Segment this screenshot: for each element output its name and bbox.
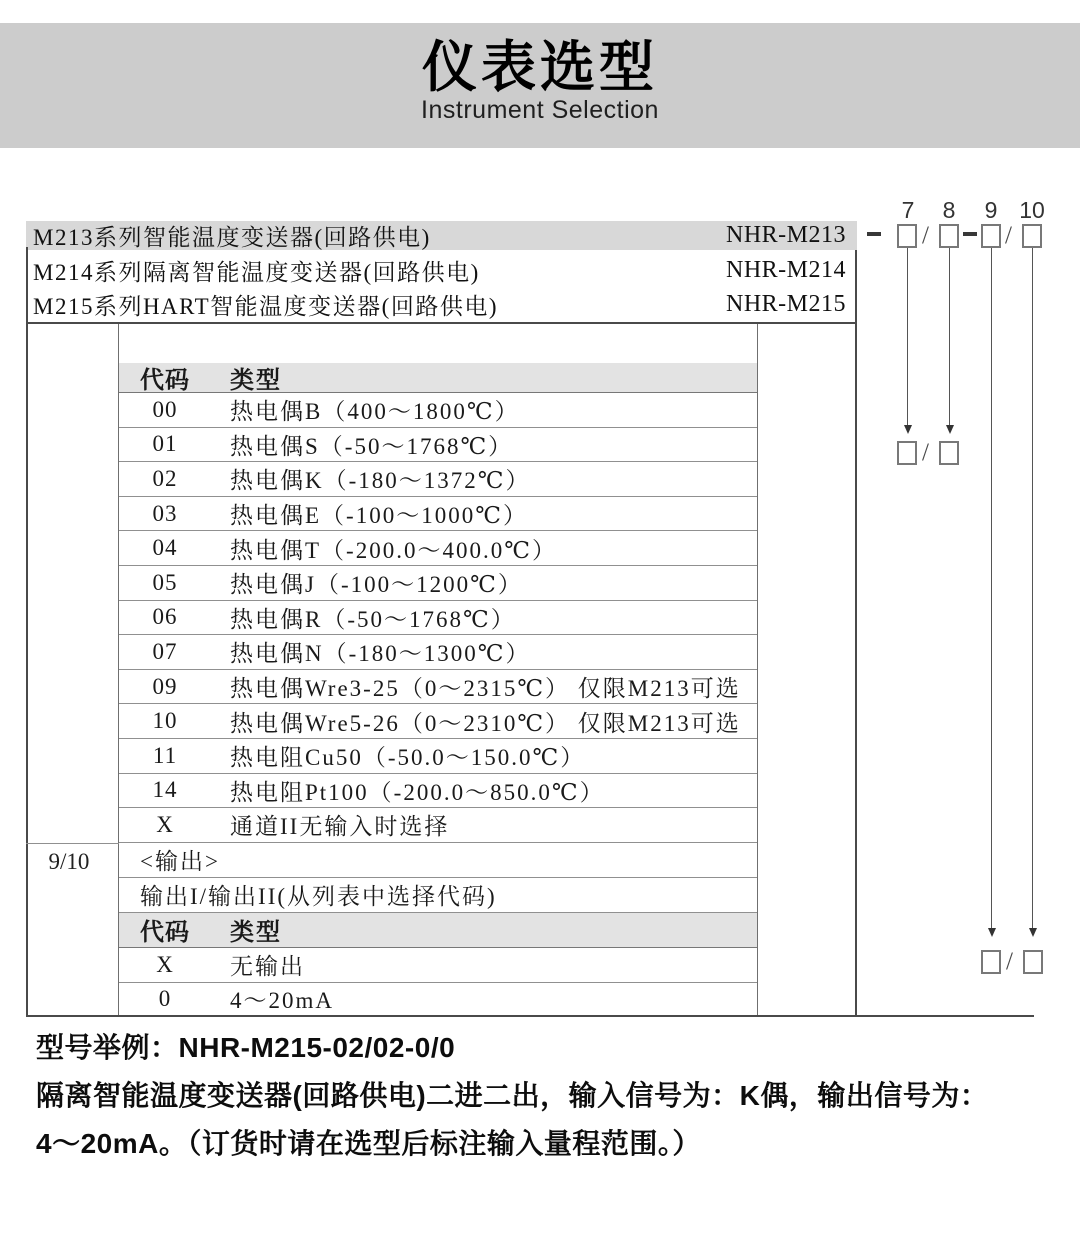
code-cell: 11	[152, 742, 178, 768]
slash-separator: /	[922, 222, 929, 249]
series-name: M213系列智能温度变送器(回路供电)	[33, 225, 431, 250]
table-row	[119, 531, 757, 566]
slash-separator: /	[1006, 948, 1013, 975]
code-cell: 14	[152, 777, 178, 803]
position-number-8: 8	[942, 197, 956, 223]
table-bottom-border	[26, 1015, 1034, 1017]
table-row	[119, 670, 757, 705]
input-table-header	[119, 363, 757, 393]
table-row	[119, 428, 757, 463]
slash-separator: /	[922, 439, 929, 466]
table-row	[119, 635, 757, 670]
arrow-head-7	[904, 425, 912, 434]
type-header-cell: 类型	[230, 920, 282, 947]
table-row	[119, 808, 757, 843]
position-number-7: 7	[901, 197, 915, 223]
page-subtitle: Instrument Selection	[421, 96, 659, 124]
position-number-9: 9	[984, 197, 998, 223]
type-cell: 热电偶S（-50～1768℃）	[230, 433, 514, 459]
type-cell: 热电偶Wre3-25（0～2315℃） 仅限M213可选	[230, 676, 741, 702]
type-cell: 热电偶K（-180～1372℃）	[230, 468, 531, 494]
code-cell: 01	[152, 431, 178, 457]
type-cell: 热电偶T（-200.0～400.0℃）	[230, 537, 557, 563]
arrow-head-8	[946, 425, 954, 434]
type-cell: 4～20mA	[230, 988, 334, 1014]
table-row	[119, 462, 757, 497]
type-cell: 热电阻Pt100（-200.0～850.0℃）	[230, 779, 605, 805]
dash-separator	[963, 232, 977, 236]
code-box-7	[897, 224, 917, 248]
table-left-border	[26, 247, 28, 1015]
input-rows	[119, 393, 757, 843]
series-row-m213	[26, 221, 857, 250]
arrow-line-9	[991, 248, 992, 929]
series-model: NHR-M213	[725, 222, 846, 248]
input-code-box-8	[939, 441, 959, 465]
arrow-head-10	[1029, 928, 1037, 937]
position-number-10: 10	[1019, 197, 1045, 223]
code-cell: 04	[152, 535, 178, 561]
code-box-10	[1022, 224, 1042, 248]
series-row-m215	[26, 286, 857, 322]
series-name: M215系列HART智能温度变送器(回路供电)	[33, 293, 498, 319]
output-code-box-9	[981, 950, 1001, 974]
series-row-m214	[26, 252, 857, 288]
code-cell: 0	[158, 985, 172, 1011]
code-cell: X	[156, 951, 174, 977]
slash-separator: /	[1005, 222, 1012, 249]
code-cell: 02	[152, 465, 178, 491]
table-row	[119, 601, 757, 636]
arrow-head-9	[988, 928, 996, 937]
output-section-title: <输出>	[119, 843, 757, 878]
code-cell: X	[156, 811, 174, 837]
code-cell: 06	[152, 604, 178, 630]
output-rows	[119, 948, 757, 1015]
table-row	[119, 497, 757, 532]
series-model: NHR-M214	[725, 256, 846, 283]
position-label-9-10: 9/10	[48, 849, 90, 874]
table-row	[119, 983, 757, 1015]
table-top-border	[26, 322, 857, 324]
arrow-line-10	[1032, 248, 1033, 929]
table-row	[119, 566, 757, 601]
code-cell: 00	[152, 396, 178, 422]
series-model: NHR-M215	[725, 290, 846, 317]
inner-table-right-divider	[757, 324, 758, 1015]
code-cell: 10	[152, 708, 178, 734]
title-band	[0, 23, 1080, 148]
example-description-line: 隔离智能温度变送器(回路供电)二进二出，输入信号为：K偶，输出信号为：	[36, 1080, 989, 1111]
type-cell: 无输出	[230, 954, 305, 980]
code-cell: 05	[152, 569, 178, 595]
type-cell: 热电偶R（-50～1768℃）	[230, 606, 516, 632]
arrow-line-8	[949, 248, 950, 426]
table-row	[119, 704, 757, 739]
dash-separator	[867, 232, 881, 236]
code-box-8	[939, 224, 959, 248]
table-row	[119, 948, 757, 983]
code-cell: 03	[152, 500, 178, 526]
left-column-row-divider	[26, 843, 119, 844]
table-row	[119, 774, 757, 809]
type-cell: 通道II无输入时选择	[230, 814, 450, 840]
type-cell: 热电偶E（-100～1000℃）	[230, 503, 528, 529]
type-header-cell: 类型	[230, 368, 282, 394]
code-cell: 09	[152, 673, 178, 699]
output-table-header	[119, 913, 757, 948]
table-right-border	[855, 250, 857, 1015]
type-cell: 热电偶J（-100～1200℃）	[230, 572, 523, 598]
type-cell: 热电偶N（-180～1300℃）	[230, 641, 531, 667]
type-cell: 热电偶Wre5-26（0～2310℃） 仅限M213可选	[230, 710, 741, 736]
code-header-cell: 代码	[140, 920, 190, 947]
table-row	[119, 393, 757, 428]
example-model-line: 型号举例：NHR-M215-02/02-0/0	[36, 1032, 456, 1063]
selection-table	[119, 363, 757, 1015]
code-box-9	[981, 224, 1001, 248]
output-section-subtitle: 输出I/输出II(从列表中选择代码)	[119, 878, 757, 913]
page-title: 仪表选型	[421, 36, 658, 98]
input-code-box-7	[897, 441, 917, 465]
output-code-box-10	[1023, 950, 1043, 974]
type-cell: 热电阻Cu50（-50.0～150.0℃）	[230, 745, 586, 771]
code-header-cell: 代码	[140, 368, 190, 394]
type-cell: 热电偶B（400～1800℃）	[230, 399, 520, 425]
arrow-line-7	[907, 248, 908, 426]
series-name: M214系列隔离智能温度变送器(回路供电)	[33, 259, 480, 285]
table-row	[119, 739, 757, 774]
example-note-line: 4～20mA。（订货时请在选型后标注输入量程范围。）	[36, 1128, 701, 1159]
code-cell: 07	[152, 638, 178, 664]
